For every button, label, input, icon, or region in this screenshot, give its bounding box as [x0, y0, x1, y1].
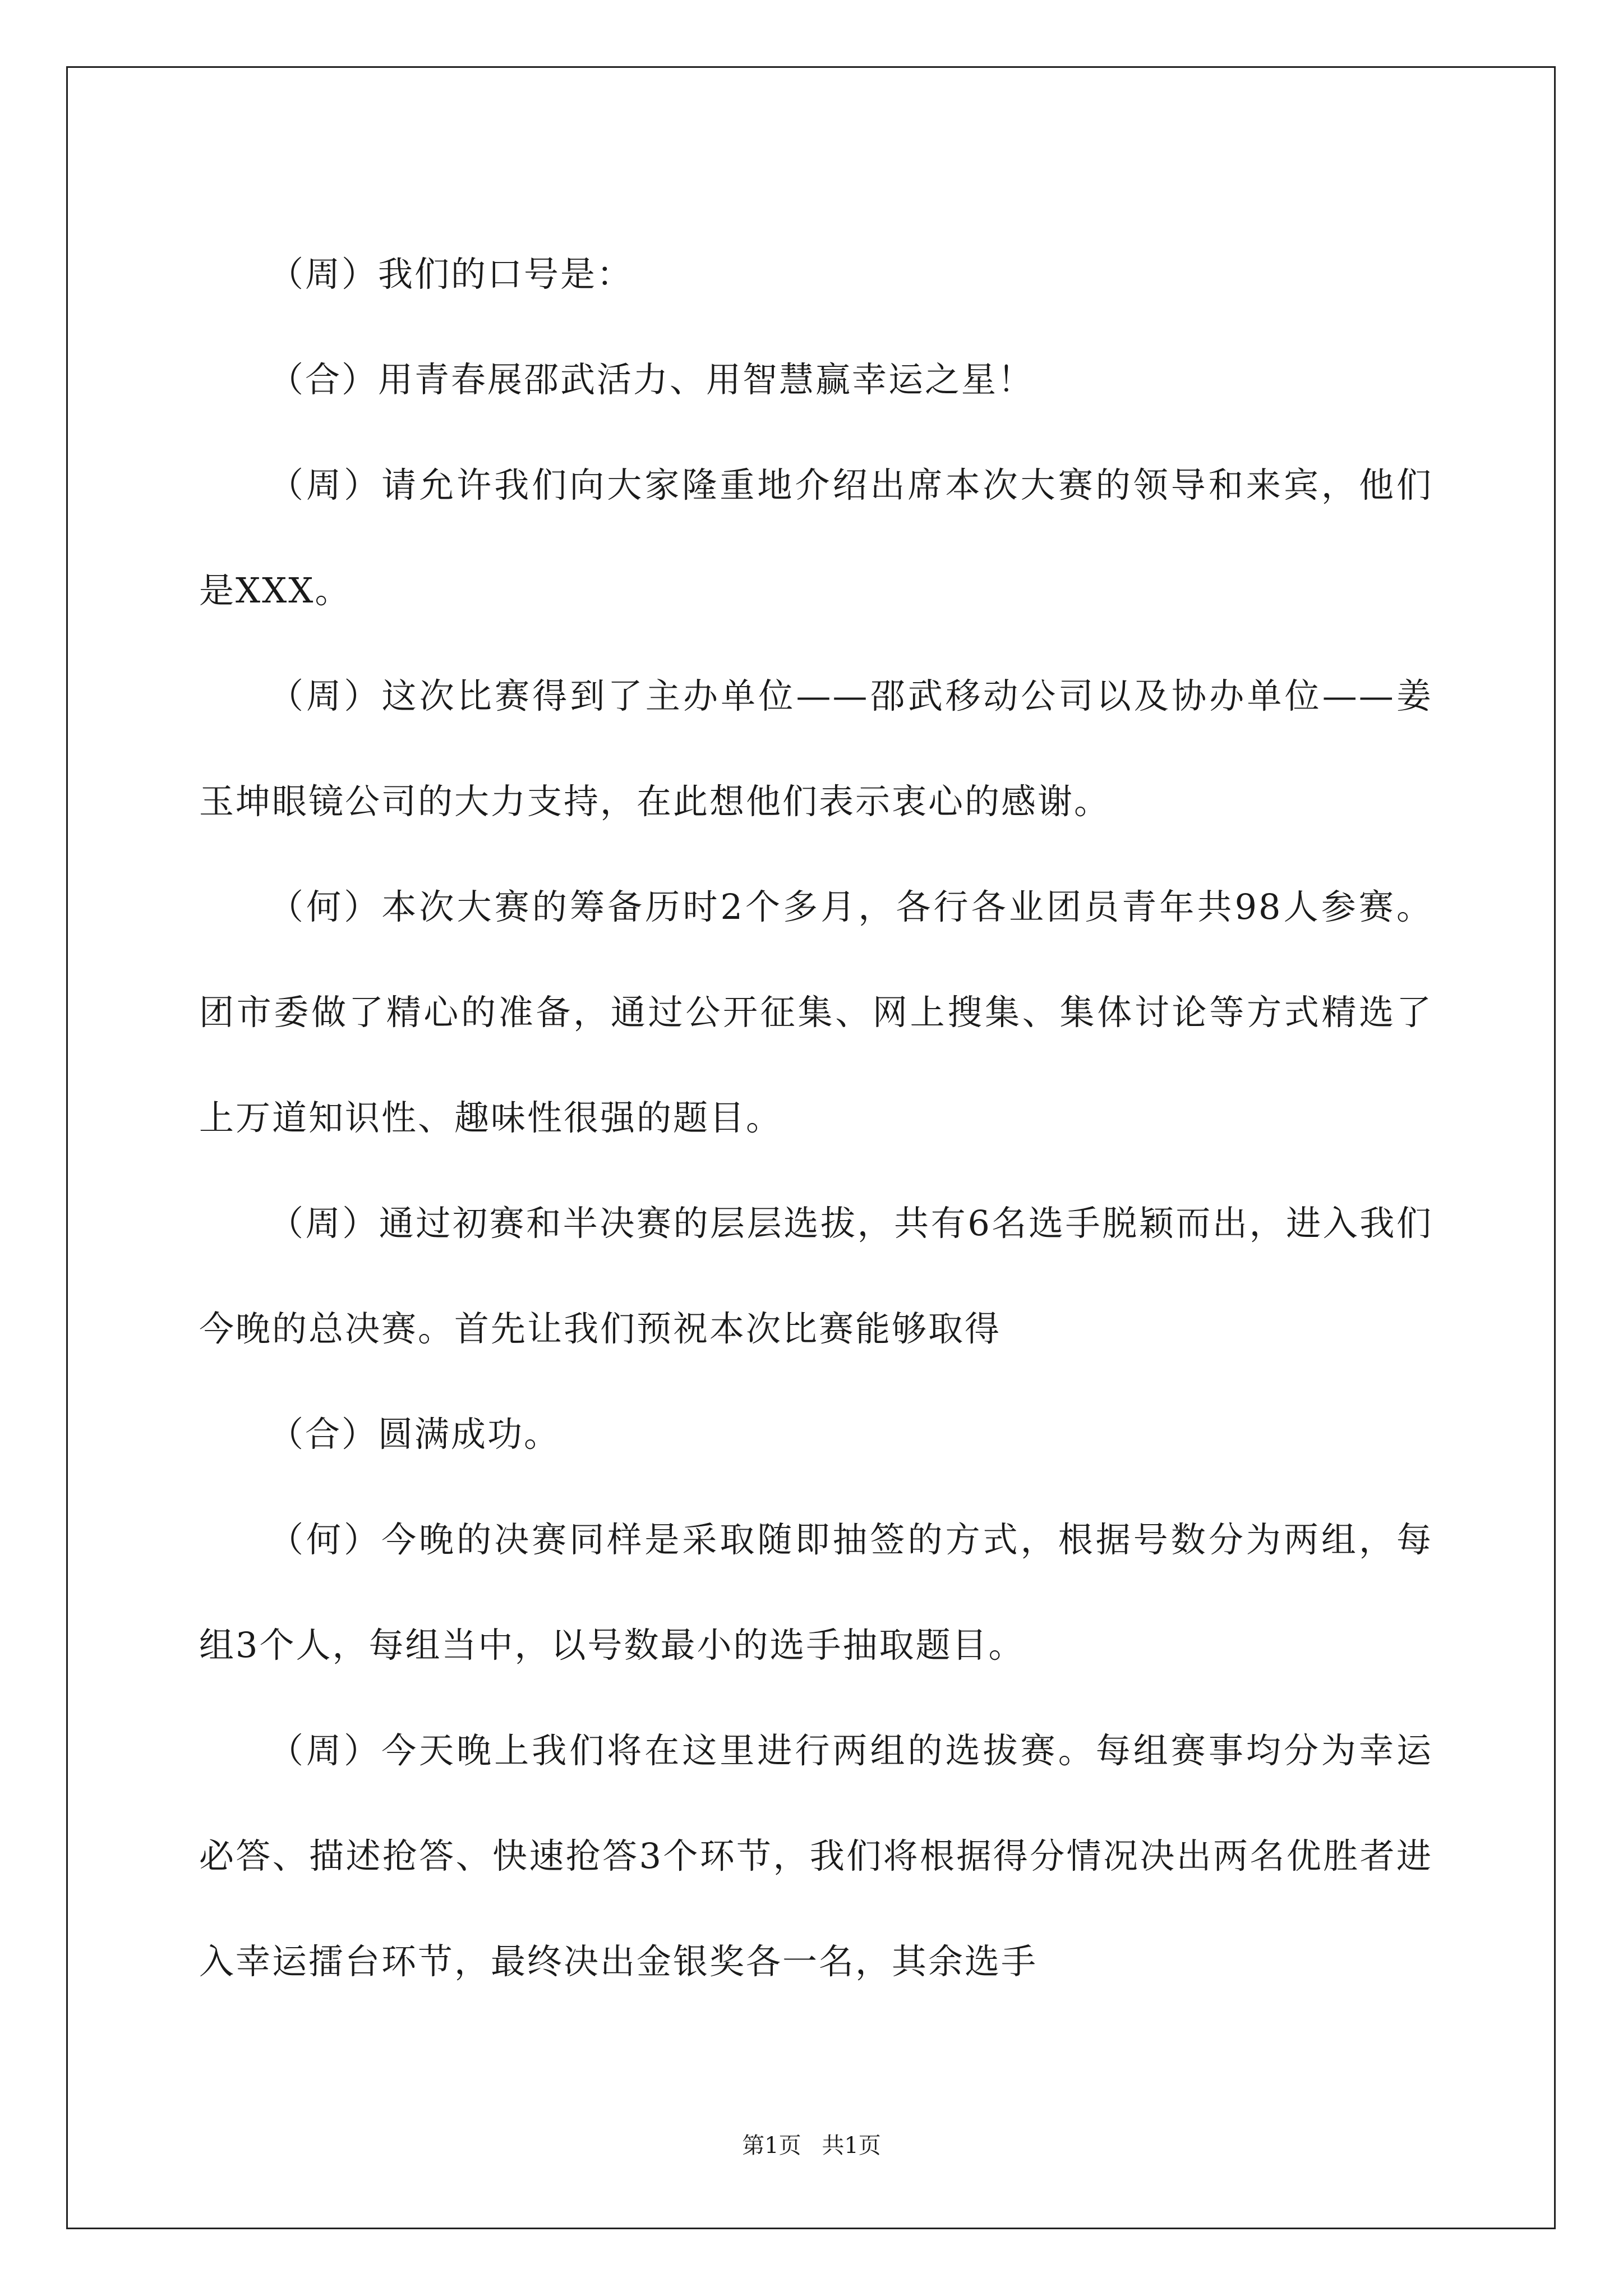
paragraph: （周）请允许我们向大家隆重地介绍出席本次大赛的领导和来宾，他们是XXX。 — [199, 464, 1433, 611]
paragraph: （周）我们的口号是： — [269, 254, 634, 295]
paragraph: （何）今晚的决赛同样是采取随即抽签的方式，根据号数分为两组，每组3个人，每组当中，以号数最小的选手抽取题目。 — [199, 1519, 1433, 1665]
paragraph: （合）圆满成功。 — [269, 1414, 561, 1455]
document-body — [199, 222, 1433, 2014]
page-total: 共1页 — [822, 2133, 881, 2159]
page-footer — [0, 2129, 1623, 2162]
paragraph: （何）本次大赛的筹备历时2个多月，各行各业团员青年共98人参赛。团市委做了精心的准备，通过公开征集、网上搜集、集体讨论等方式精选了上万道知识性、趣味性很强的题目。 — [199, 886, 1433, 1138]
paragraph: （周）今天晚上我们将在这里进行两组的选拔赛。每组赛事均分为幸运必答、描述抢答、快速抢答3个环节，我们将根据得分情况决出两名优胜者进入幸运擂台环节，最终决出金银奖各一名，其余选手 — [199, 1730, 1433, 1982]
paragraph: （周）这次比赛得到了主办单位——邵武移动公司以及协办单位——姜玉坤眼镜公司的大力支持，在此想他们表示衷心的感谢。 — [199, 675, 1433, 822]
paragraph: （合）用青春展邵武活力、用智慧赢幸运之星！ — [269, 359, 1035, 400]
page-number: 第1页 — [742, 2133, 801, 2159]
paragraph: （周）通过初赛和半决赛的层层选拔，共有6名选手脱颖而出，进入我们今晚的总决赛。首先让我们预祝本次比赛能够取得 — [199, 1203, 1433, 1349]
